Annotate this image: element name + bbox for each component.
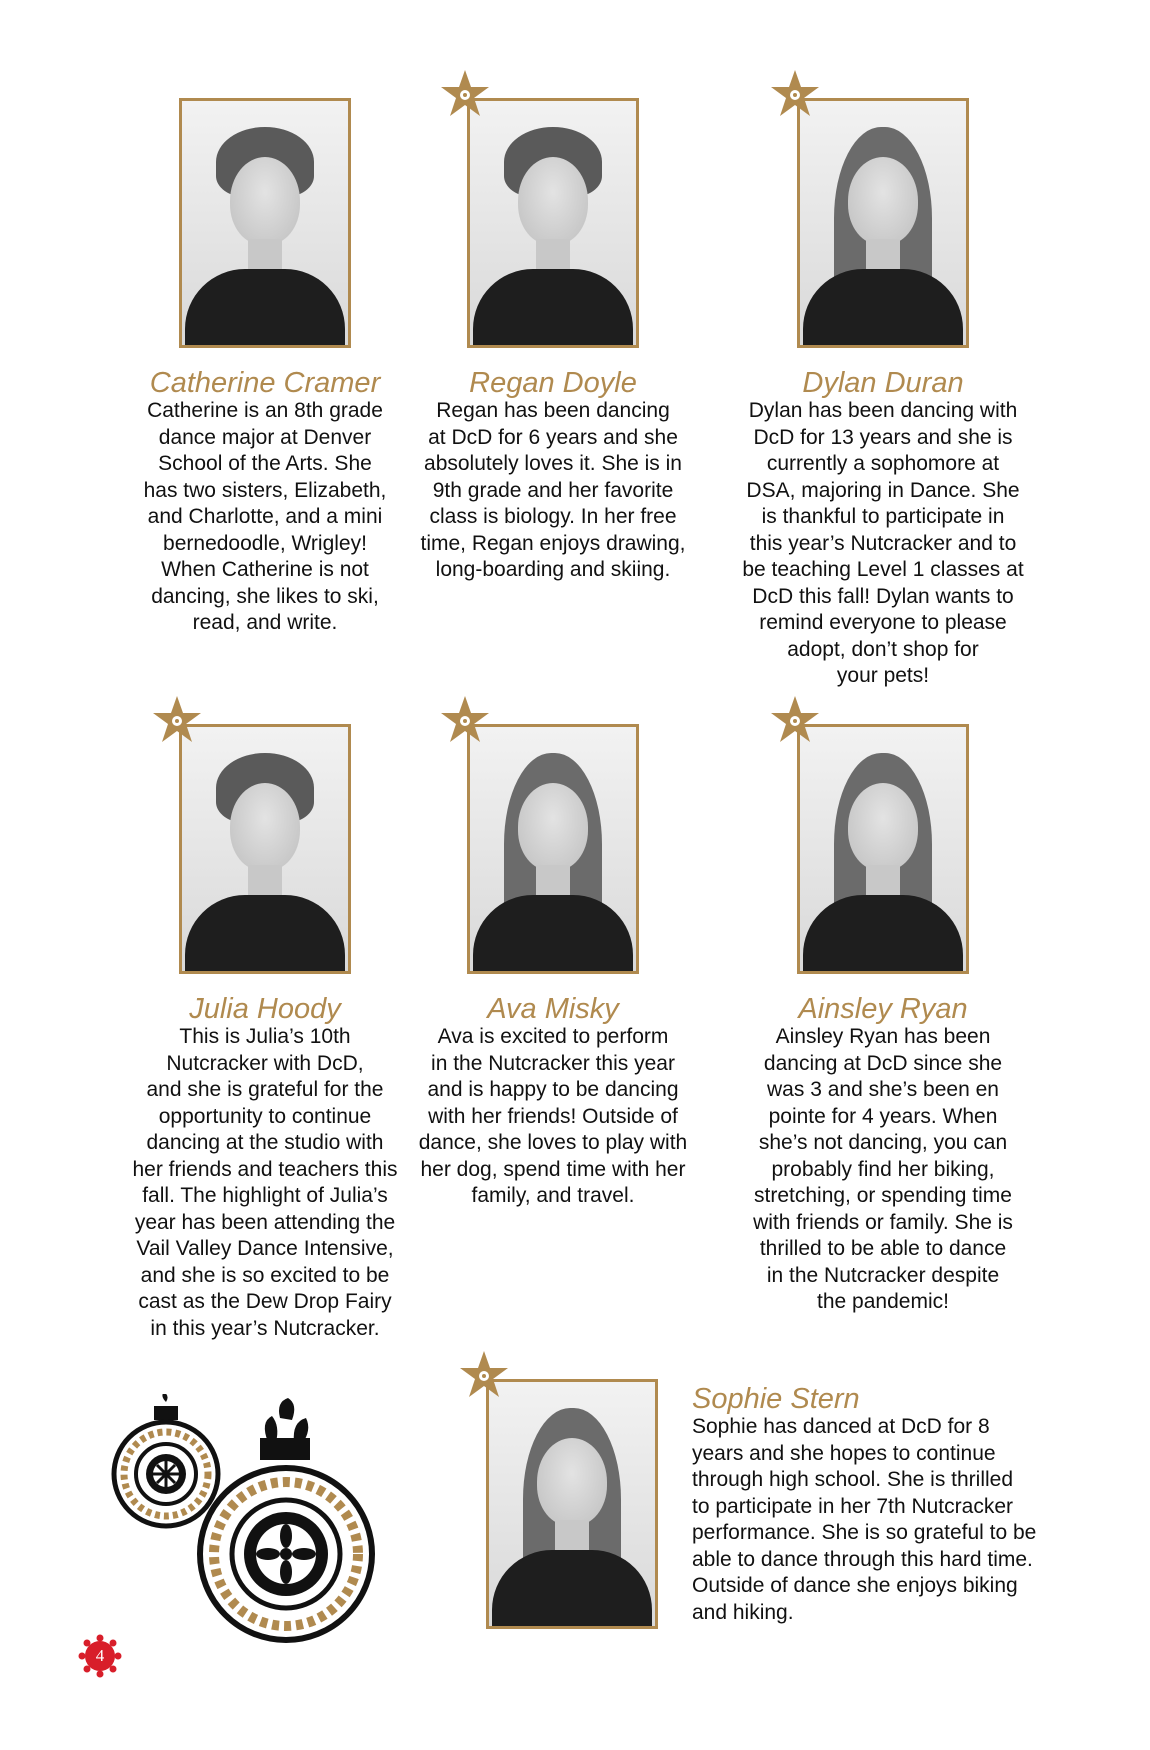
dancer-bio: Sophie has danced at DcD for 8 years and she hopes to continue through high school. She is thrilled to participate in her 7th Nutcracker performance. She is so grateful to be able to dance through this hard time. Outside of dance she enjoys biking and hiking. (692, 1415, 1037, 1624)
dancer-text-sophie-stern (692, 1384, 1092, 1626)
dancer-name: Regan Doyle (469, 367, 637, 399)
ornament-icon (108, 1394, 428, 1644)
dancer-bio: Dylan has been dancing with DcD for 13 years and she is currently a sophomore at DSA, majoring in Dance. She is thankful to participate in this year’s Nutcracker and to be teaching Level 1 classes at DcD this fall! Dylan wants to remind everyone to please adopt, don’t shop for your pets! (742, 399, 1024, 687)
dancer-name: Ava Misky (487, 993, 619, 1025)
dancer-bio: Ava is excited to perform in the Nutcracker this year and is happy to be dancing with her friends! Outside of dance, she loves to play with her dog, spend time with her family, and travel. (418, 1025, 688, 1207)
dancer-photo (797, 724, 969, 974)
star-icon (439, 694, 491, 746)
dancer-photo (486, 1379, 658, 1629)
dancer-photo (467, 724, 639, 974)
star-icon (769, 694, 821, 746)
dancer-card-dylan-duran (733, 98, 1033, 690)
dancer-photo-frame (797, 98, 969, 348)
dancer-bio: Ainsley Ryan has been dancing at DcD since she was 3 and she’s been en pointe for 4 years. When she’s not dancing, you can probably find her biking, stretching, or spending time with friends or family. She is thrilled to be able to dance in the Nutcracker despite the pandemic! (753, 1025, 1013, 1313)
dancer-card-regan-doyle (403, 98, 703, 584)
dancer-photo (467, 98, 639, 348)
dancer-card-sophie-stern (486, 1379, 658, 1629)
dancer-photo-frame (797, 724, 969, 974)
dancer-photo (797, 98, 969, 348)
dancer-name: Dylan Duran (802, 367, 964, 399)
star-icon (439, 68, 491, 120)
dancer-bio: Catherine is an 8th grade dance major at Denver School of the Arts. She has two sisters, Elizabeth, and Charlotte, and a mini bernedoodle, Wrigley! When Catherine is not dancing, she likes to ski, read, and write. (143, 399, 387, 634)
star-icon (769, 68, 821, 120)
dancer-name: Ainsley Ryan (798, 993, 968, 1025)
dancer-card-julia-hoody (115, 724, 415, 1342)
page-number: 4 (95, 1646, 105, 1665)
dancer-card-ainsley-ryan (733, 724, 1033, 1316)
dancer-card-ava-misky (403, 724, 703, 1210)
dancer-photo (179, 724, 351, 974)
dancer-bio: This is Julia’s 10th Nutcracker with DcD, and she is grateful for the opportunity to continue dancing at the studio with her friends and teachers this fall. The highlight of Julia’s year has been attending the Vail Valley Dance Intensive, and she is so excited to be cast as the Dew Drop Fairy in this year’s Nutcracker. (132, 1025, 398, 1340)
dancer-name: Julia Hoody (189, 993, 341, 1025)
dancer-name: Catherine Cramer (149, 367, 381, 399)
dancer-photo-frame (467, 724, 639, 974)
star-icon (151, 694, 203, 746)
page-number-badge (78, 1634, 122, 1678)
dancer-name: Sophie Stern (692, 1383, 860, 1415)
dancer-photo-frame (467, 98, 639, 348)
dancer-photo-frame (486, 1379, 658, 1629)
dancer-photo-frame (179, 724, 351, 974)
star-icon (458, 1349, 510, 1401)
dancer-photo (179, 98, 351, 348)
dancer-card-catherine-cramer (115, 98, 415, 637)
dancer-photo-frame (179, 98, 351, 348)
dancer-bio: Regan has been dancing at DcD for 6 years and she absolutely loves it. She is in 9th grade and her favorite class is biology. In her free time, Regan enjoys drawing, long-boarding and skiing. (420, 399, 686, 581)
